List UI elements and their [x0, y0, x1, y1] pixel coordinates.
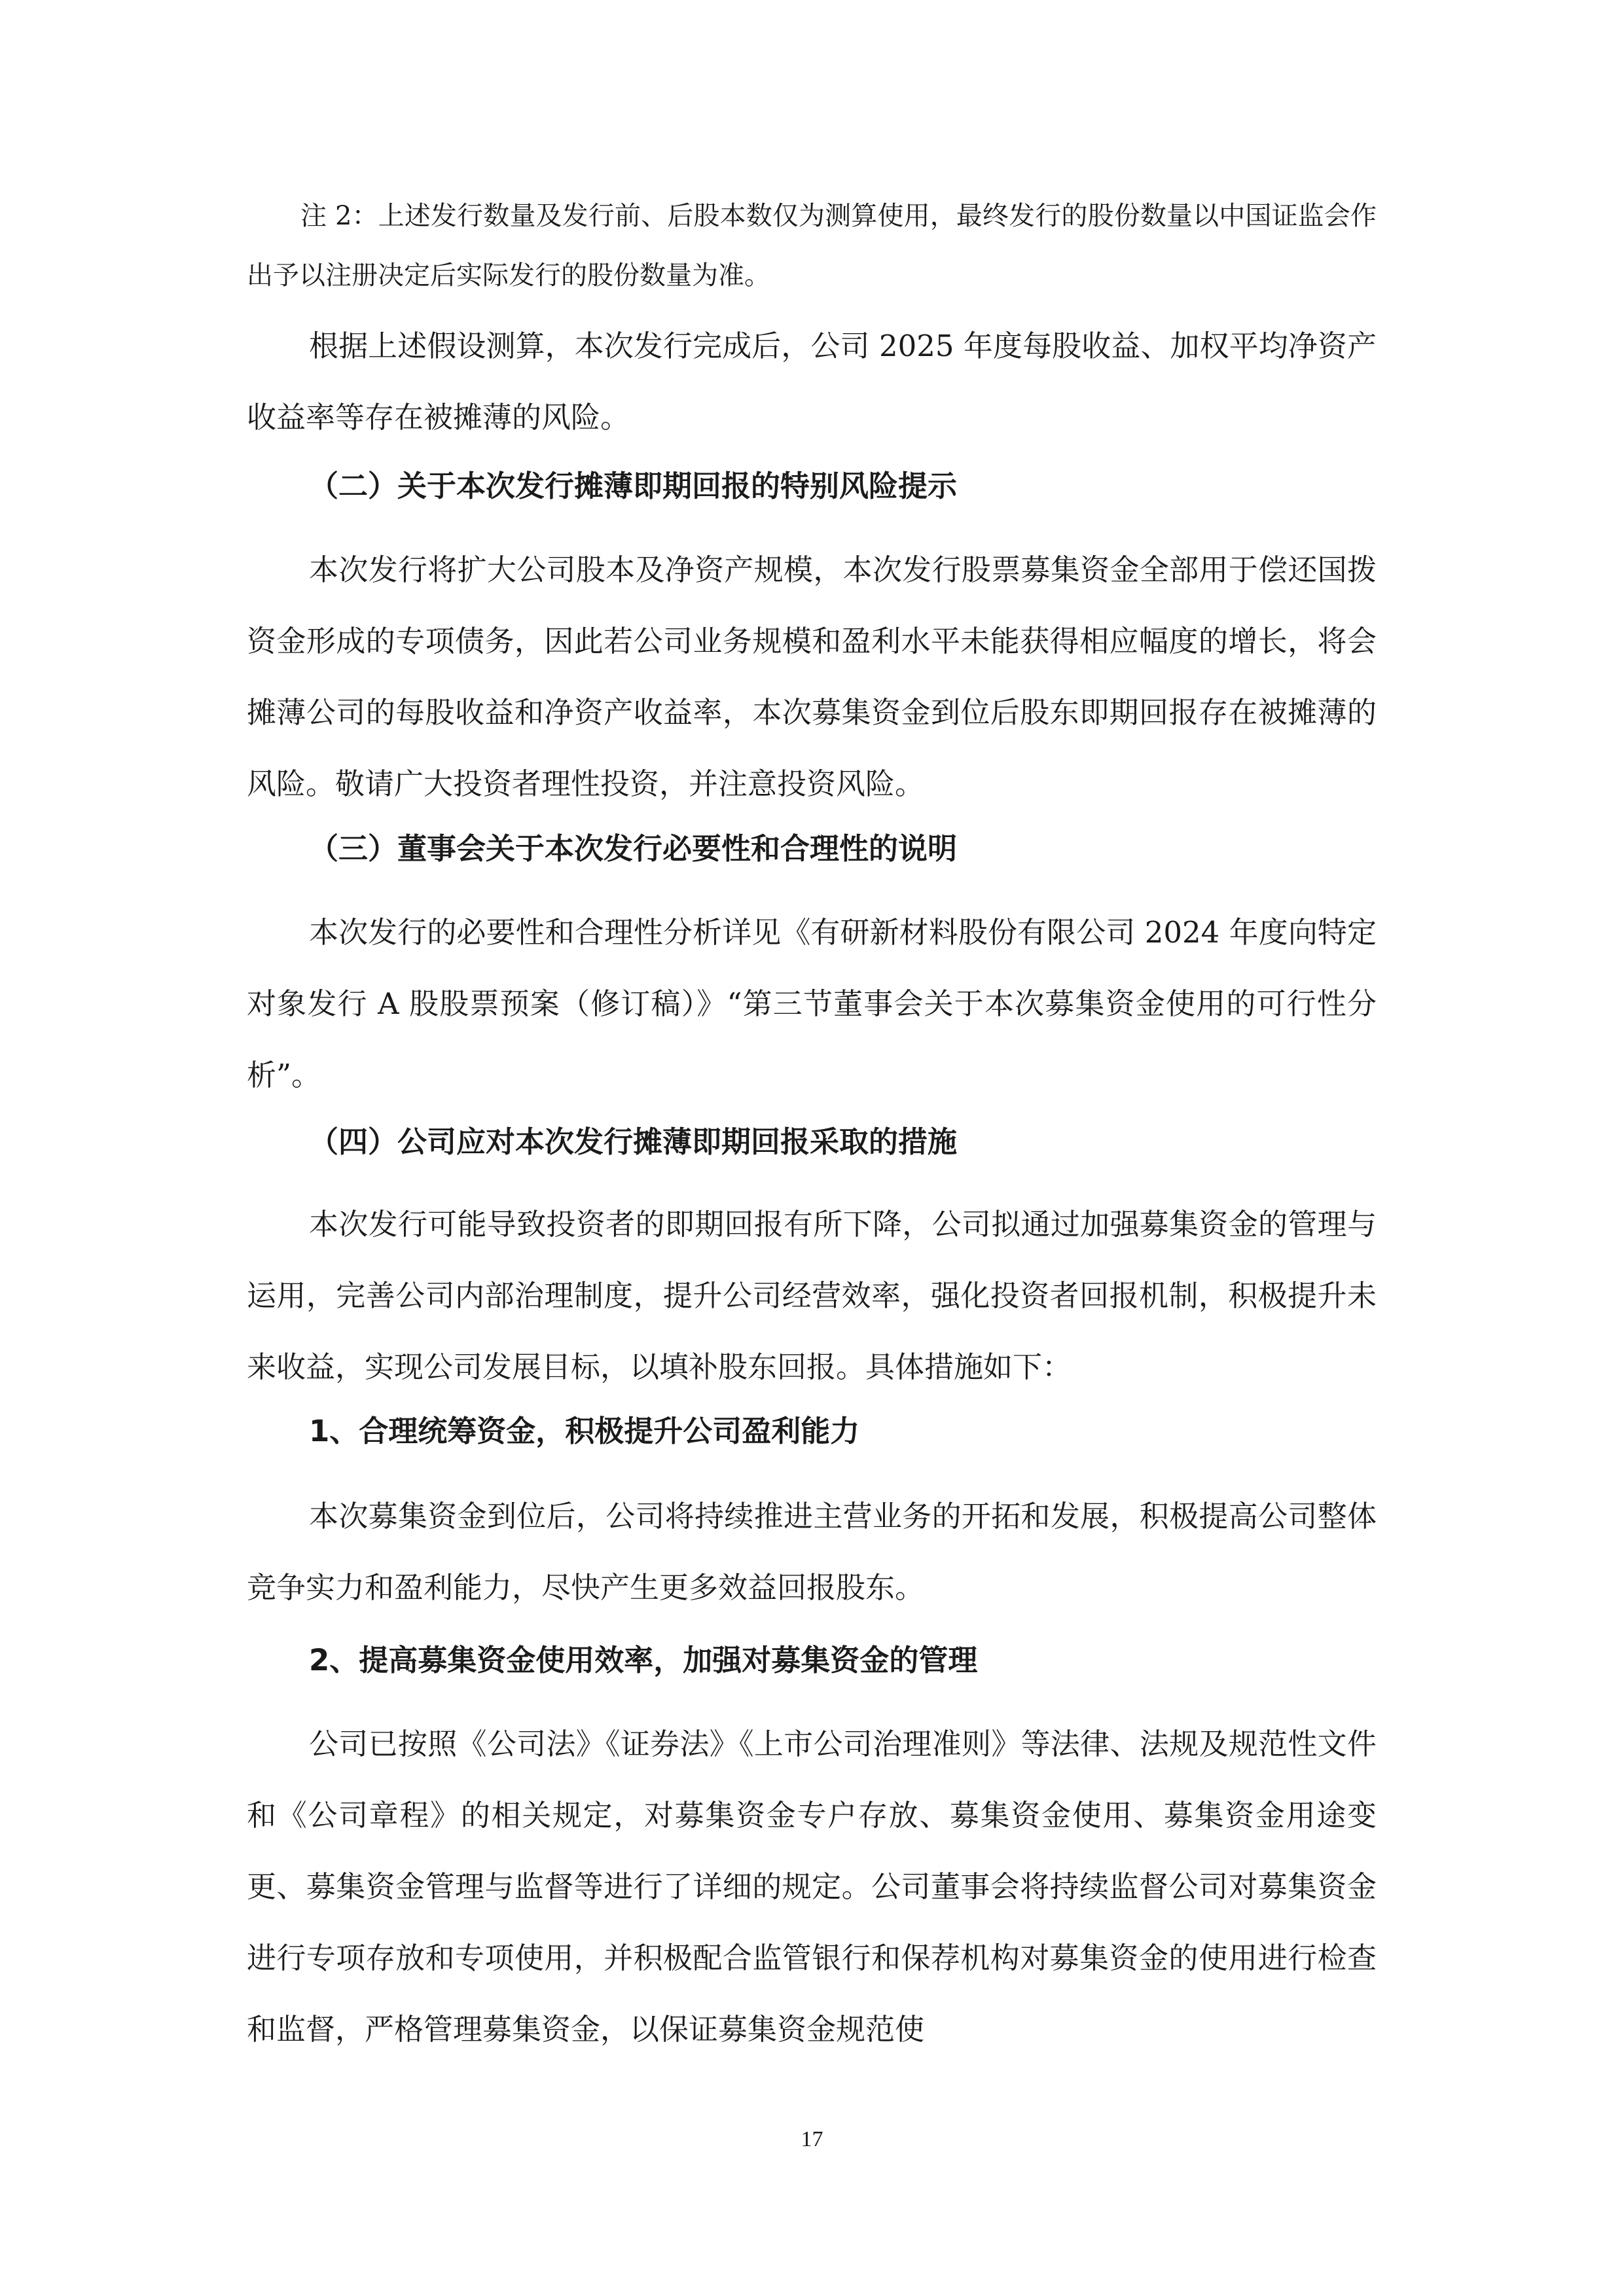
paragraph-section-2: 本次发行将扩大公司股本及净资产规模，本次发行股票募集资金全部用于偿还国拨资金形成的专项债务，因此若公司业务规模和盈利水平未能获得相应幅度的增长，将会摊薄公司的每股收益和净资产收益率，本次募集资金到位后股东即期回报存在被摊薄的风险。敬请广大投资者理性投资，并注意投资风险。 [247, 552, 1377, 801]
footnote-2: 注 2：上述发行数量及发行前、后股本数仅为测算使用，最终发行的股份数量以中国证监会作出予以注册决定后实际发行的股份数量为准。 [247, 201, 1377, 291]
paragraph-section-3: 本次发行的必要性和合理性分析详见《有研新材料股份有限公司 2024 年度向特定对象发行 A 股股票预案（修订稿）》“第三节董事会关于本次募集资金使用的可行性分析”。 [247, 915, 1377, 1092]
section-heading-3: （三）董事会关于本次发行必要性和合理性的说明 [309, 831, 958, 866]
paragraph-section-4: 本次发行可能导致投资者的即期回报有所下降，公司拟通过加强募集资金的管理与运用，完善公司内部治理制度，提升公司经营效率，强化投资者回报机制，积极提升未来收益，实现公司发展目标，以填补股东回报。具体措施如下： [247, 1207, 1377, 1384]
measure-heading-1: 1、合理统筹资金，积极提升公司盈利能力 [309, 1414, 860, 1448]
paragraph-measure-1: 本次募集资金到位后，公司将持续推进主营业务的开拓和发展，积极提高公司整体竞争实力和盈利能力，尽快产生更多效益回报股东。 [247, 1499, 1377, 1605]
section-heading-4: （四）公司应对本次发行摊薄即期回报采取的措施 [309, 1124, 958, 1159]
paragraph-measure-2: 公司已按照《公司法》《证券法》《上市公司治理准则》等法律、法规及规范性文件和《公司章程》的相关规定，对募集资金专户存放、募集资金使用、募集资金用途变更、募集资金管理与监督等进行了详细的规定。公司董事会将持续监督公司对募集资金进行专项存放和专项使用，并积极配合监管银行和保荐机构对募集资金的使用进行检查和监督，严格管理募集资金，以保证募集资金规范使 [247, 1727, 1377, 2047]
page-number: 17 [801, 2127, 823, 2151]
measure-heading-2: 2、提高募集资金使用效率，加强对募集资金的管理 [309, 1643, 978, 1677]
section-heading-2: （二）关于本次发行摊薄即期回报的特别风险提示 [309, 469, 958, 503]
paragraph-dilution-conclusion: 根据上述假设测算，本次发行完成后，公司 2025 年度每股收益、加权平均净资产收益率等存在被摊薄的风险。 [247, 329, 1377, 435]
